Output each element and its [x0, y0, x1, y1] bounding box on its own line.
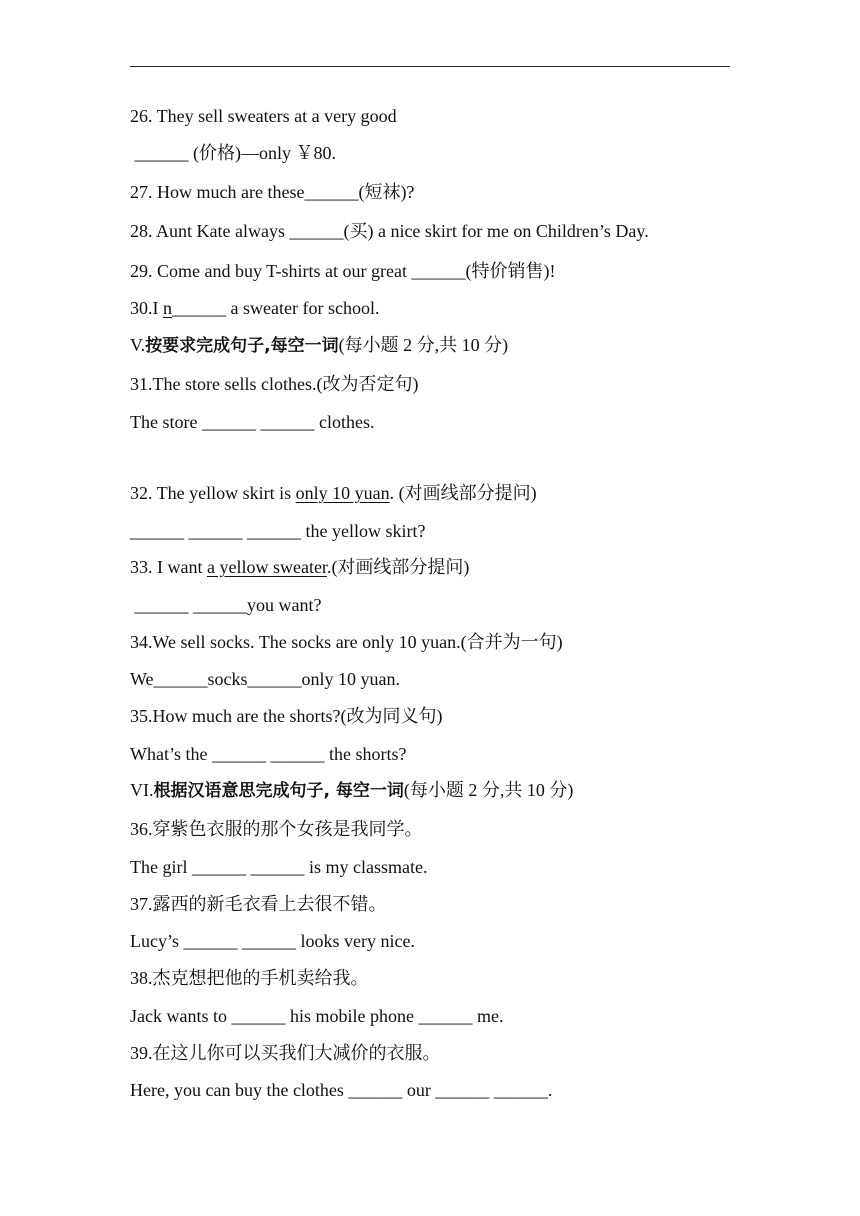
question-30-rest: ______ a sweater for school.	[172, 298, 380, 318]
question-33-suffix: .(对画线部分提问)	[326, 557, 470, 577]
header-rule	[130, 66, 730, 67]
question-32-answer: ______ ______ ______ the yellow skirt?	[130, 521, 426, 541]
question-33-prefix: 33. I want	[130, 557, 207, 577]
question-32-suffix: . (对画线部分提问)	[389, 483, 537, 503]
question-26-line1: 26. They sell sweaters at a very good	[130, 106, 397, 126]
question-33	[130, 556, 469, 578]
question-37: 37.露西的新毛衣看上去很不错。	[130, 894, 387, 914]
question-36-answer: The girl ______ ______ is my classmate.	[130, 857, 428, 877]
question-30-underlined-hint: n	[163, 298, 172, 318]
question-35: 35.How much are the shorts?(改为同义句)	[130, 706, 443, 726]
question-32-prefix: 32. The yellow skirt is	[130, 483, 296, 503]
question-33-answer: ______ ______you want?	[130, 595, 322, 615]
section-6-score: (每小题 2 分,共 10 分)	[403, 780, 574, 800]
question-27: 27. How much are these______(短袜)?	[130, 182, 415, 202]
question-31: 31.The store sells clothes.(改为否定句)	[130, 374, 419, 394]
question-30	[130, 297, 379, 319]
question-32-underlined: only 10 yuan	[295, 483, 390, 503]
section-5-title: 按要求完成句子,每空一词	[145, 336, 339, 356]
question-35-answer: What’s the ______ ______ the shorts?	[130, 744, 407, 764]
question-39-answer: Here, you can buy the clothes ______ our ______ ______.	[130, 1080, 553, 1100]
question-31-answer: The store ______ ______ clothes.	[130, 412, 375, 432]
section-6-number: VI.	[130, 780, 154, 800]
question-39: 39.在这儿你可以买我们大减价的衣服。	[130, 1043, 441, 1063]
section-6-title: 根据汉语意思完成句子, 每空一词	[153, 781, 404, 801]
question-38: 38.杰克想把他的手机卖给我。	[130, 968, 369, 988]
question-34-answer: We______socks______only 10 yuan.	[130, 669, 401, 689]
question-38-answer: Jack wants to ______ his mobile phone ______ me.	[130, 1006, 504, 1026]
section-5-score: (每小题 2 分,共 10 分)	[338, 335, 509, 355]
question-36: 36.穿紫色衣服的那个女孩是我同学。	[130, 819, 423, 839]
section-6-heading	[130, 779, 573, 802]
question-30-prefix: 30.I	[130, 298, 163, 318]
section-5-heading	[130, 334, 508, 357]
question-32	[130, 482, 537, 504]
question-28: 28. Aunt Kate always ______(买) a nice skirt for me on Children’s Day.	[130, 221, 649, 241]
question-29: 29. Come and buy T-shirts at our great ______(特价销售)!	[130, 261, 556, 281]
question-34: 34.We sell socks. The socks are only 10 yuan.(合并为一句)	[130, 632, 563, 652]
question-33-underlined: a yellow sweater	[206, 557, 327, 577]
section-5-number: V.	[130, 335, 146, 355]
question-26-line2: ______ (价格)—only ￥80.	[130, 143, 336, 163]
question-37-answer: Lucy’s ______ ______ looks very nice.	[130, 931, 415, 951]
